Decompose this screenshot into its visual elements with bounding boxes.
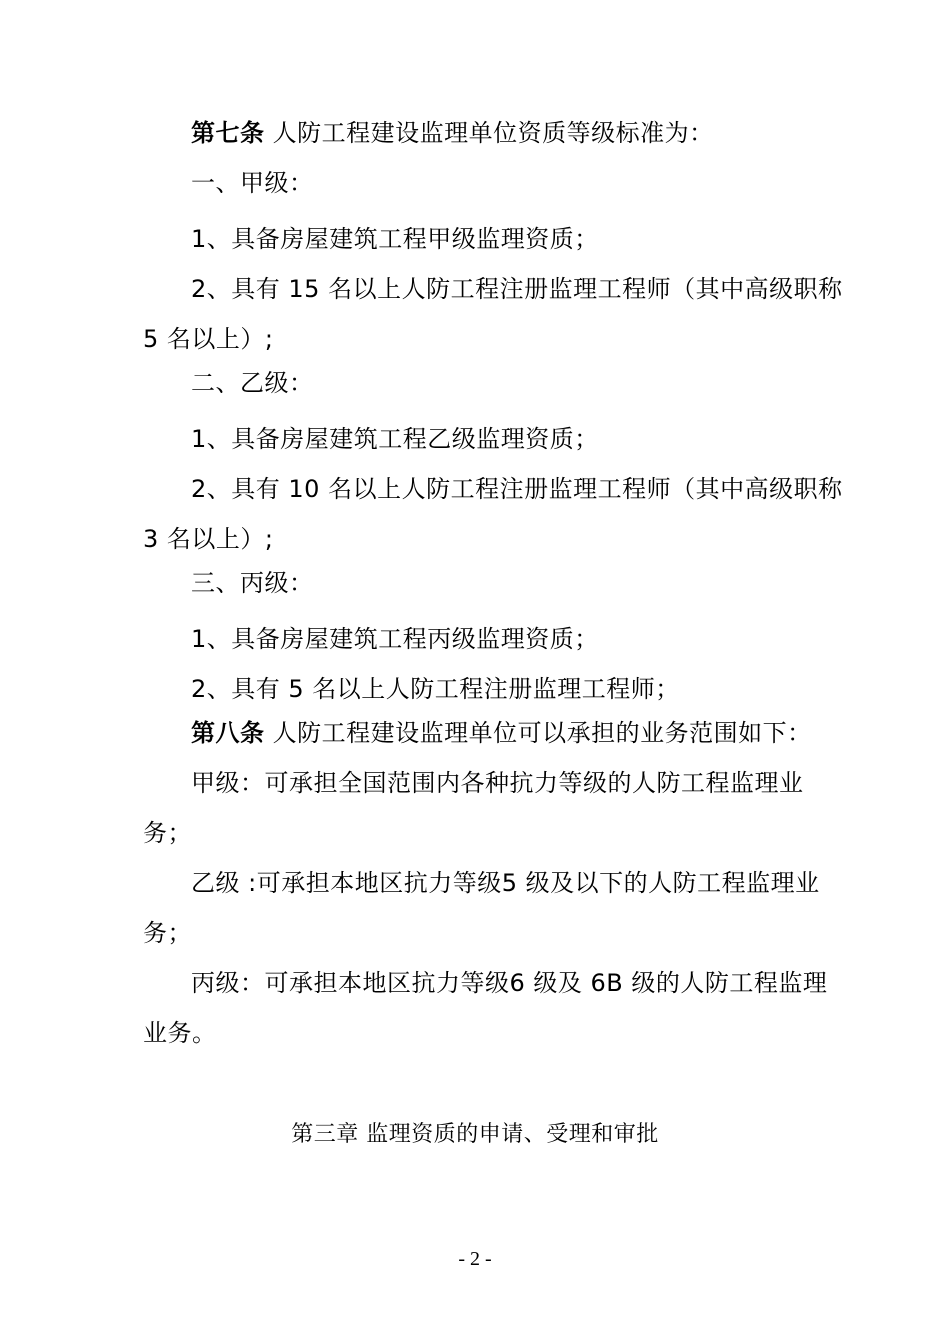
grade-a-item-2-line-2: 5 名以上）;: [143, 325, 274, 353]
grade-b-title: 二、乙级：: [191, 369, 314, 397]
page-number: - 2 -: [458, 1248, 492, 1270]
grade-a-item-2-line-1: 2、具有 15 名以上人防工程注册监理工程师（其中高级职称: [191, 275, 843, 303]
article-8-line: [191, 718, 850, 748]
grade-c-item-1: 1、具备房屋建筑工程丙级监理资质；: [191, 625, 599, 653]
grade-a-item-1: 1、具备房屋建筑工程甲级监理资质；: [191, 225, 599, 253]
article-8-heading: 第八条: [191, 719, 265, 747]
article-7-heading: 第七条: [191, 119, 265, 147]
article-7-text: 人防工程建设监理单位资质等级标准为：: [272, 119, 714, 147]
scope-c-line-1: 丙级：可承担本地区抗力等级6 级及 6B 级的人防工程监理: [191, 969, 828, 997]
scope-c-line-2: 业务。: [143, 1019, 217, 1047]
grade-b-item-1: 1、具备房屋建筑工程乙级监理资质；: [191, 425, 599, 453]
scope-b-line-1: 乙级 :可承担本地区抗力等级5 级及以下的人防工程监理业: [191, 869, 820, 897]
grade-a-title: 一、甲级：: [191, 169, 314, 197]
scope-b-line-2: 务；: [143, 919, 192, 947]
grade-b-item-2-line-1: 2、具有 10 名以上人防工程注册监理工程师（其中高级职称: [191, 475, 843, 503]
article-7-line: [191, 118, 850, 148]
scope-a-line-2: 务；: [143, 819, 192, 847]
scope-a-line-1: 甲级：可承担全国范围内各种抗力等级的人防工程监理业: [191, 769, 804, 797]
article-8-text: 人防工程建设监理单位可以承担的业务范围如下：: [272, 719, 812, 747]
chapter-3-title: 第三章 监理资质的申请、受理和审批: [291, 1122, 659, 1147]
grade-c-title: 三、丙级：: [191, 569, 314, 597]
grade-b-item-2-line-2: 3 名以上）;: [143, 525, 274, 553]
grade-c-item-2: 2、具有 5 名以上人防工程注册监理工程师；: [191, 675, 680, 703]
